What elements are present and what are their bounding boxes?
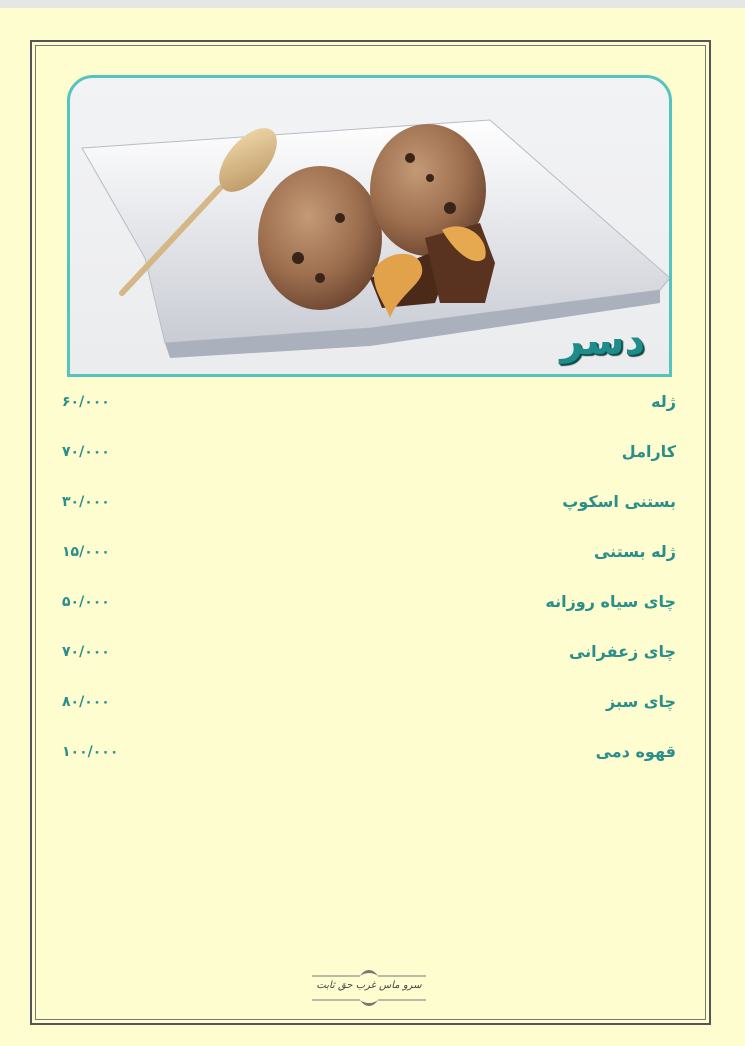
menu-item: [60, 390, 676, 440]
menu-item-price: ۳۰/۰۰۰: [62, 494, 110, 510]
menu-item: [60, 540, 676, 590]
menu-item: [60, 590, 676, 640]
menu-item-name: کارامل: [621, 442, 676, 461]
menu-item: [60, 640, 676, 690]
menu-item-name: بستنی اسکوپ: [562, 492, 676, 511]
menu-item: [60, 740, 676, 790]
hero-title: دسر: [560, 318, 645, 364]
menu-item-price: ۱۵/۰۰۰: [62, 544, 110, 560]
menu-item-name: ژله بستنی: [593, 542, 676, 561]
menu-list: [60, 390, 676, 790]
menu-item: [60, 490, 676, 540]
menu-item-name: قهوه دمی: [595, 742, 676, 761]
top-bar: [0, 0, 745, 8]
footer-ornament: [310, 966, 428, 1010]
menu-item-price: ۷۰/۰۰۰: [62, 444, 110, 460]
footer-text: سرو ماس غرب حق ثابت: [316, 980, 422, 991]
menu-item-price: ۸۰/۰۰۰: [62, 694, 110, 710]
menu-item-price: ۶۰/۰۰۰: [62, 394, 110, 410]
menu-item: [60, 690, 676, 740]
menu-item-price: ۱۰۰/۰۰۰: [62, 744, 119, 760]
menu-item-price: ۵۰/۰۰۰: [62, 594, 110, 610]
hero-banner: [67, 75, 672, 377]
menu-item: [60, 440, 676, 490]
menu-item-name: چای زعفرانی: [568, 642, 676, 661]
menu-item-name: چای سبز: [606, 692, 676, 711]
menu-item-name: ژله: [651, 392, 676, 411]
menu-item-name: چای سیاه روزانه: [545, 592, 676, 611]
menu-item-price: ۷۰/۰۰۰: [62, 644, 110, 660]
